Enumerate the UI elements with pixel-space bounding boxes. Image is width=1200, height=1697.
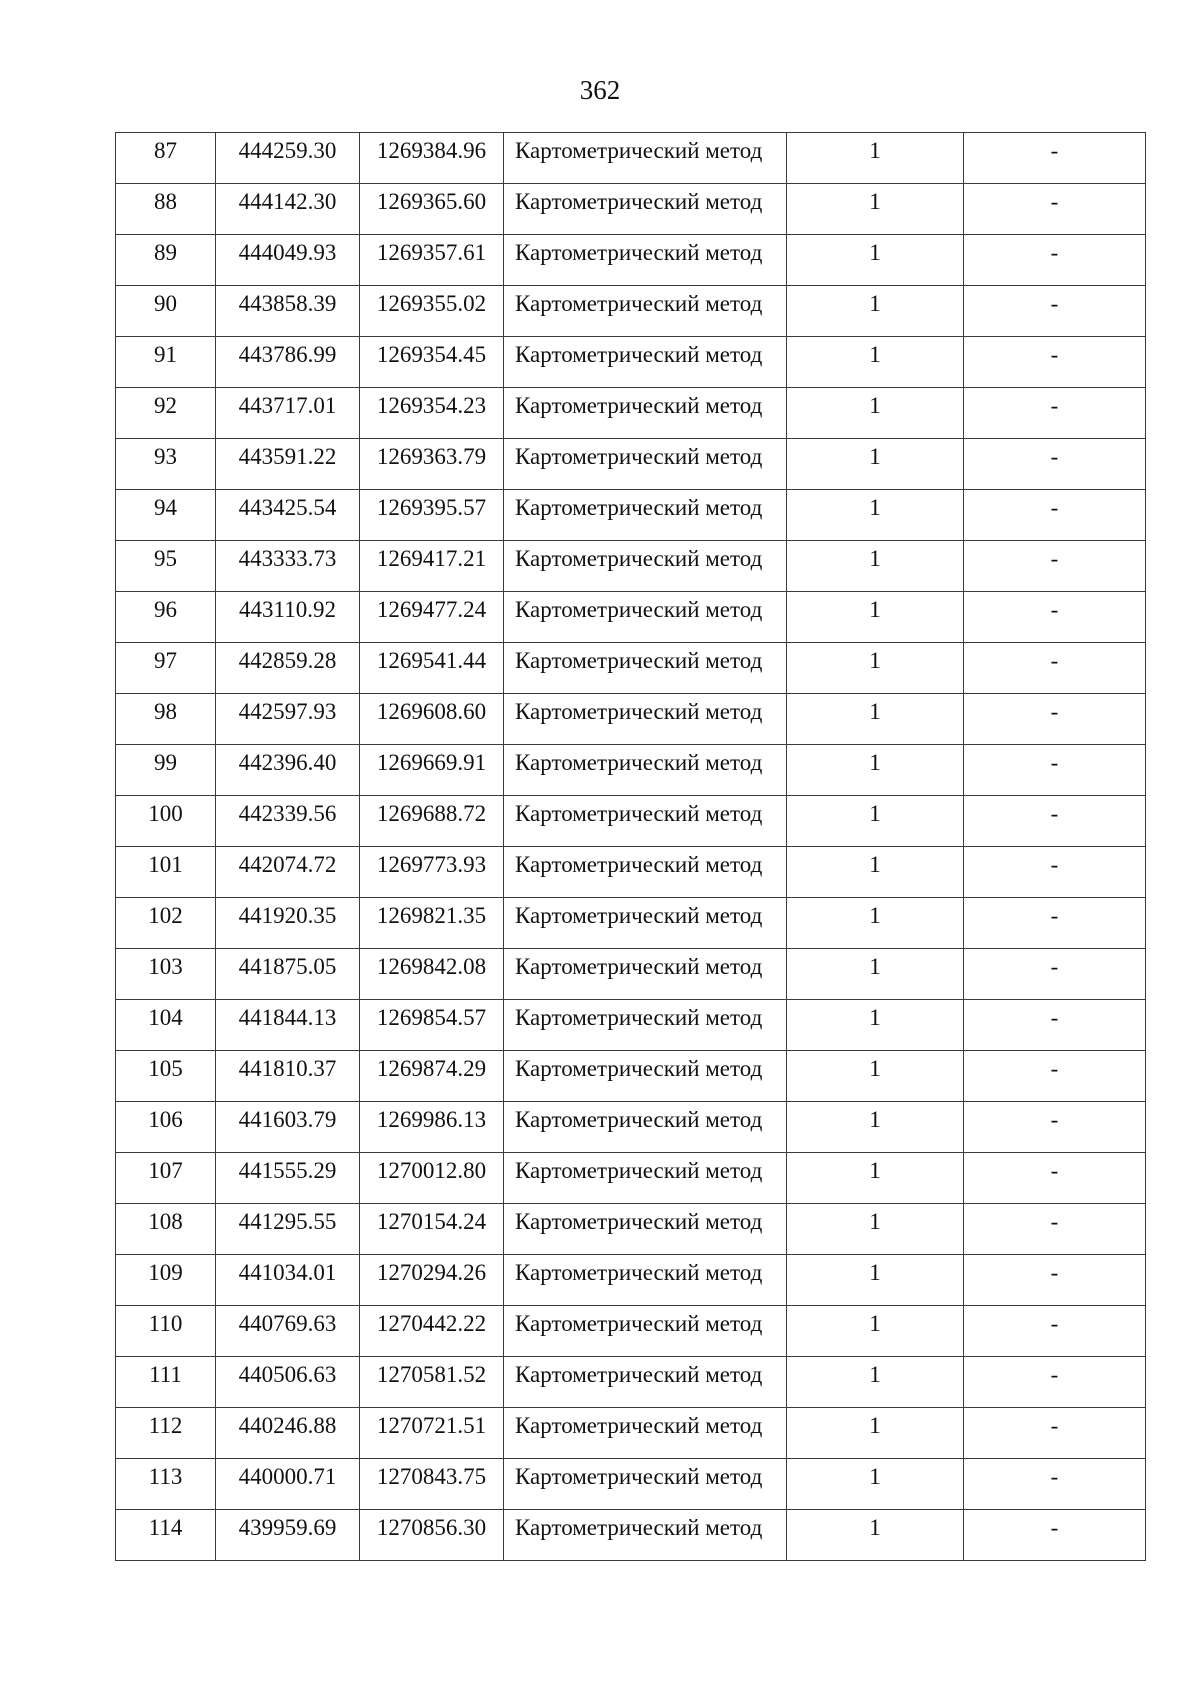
table-row — [116, 337, 1146, 388]
table-row — [116, 1102, 1146, 1153]
table-row — [116, 388, 1146, 439]
y-coordinate-cell: 1269395.57 — [360, 490, 504, 541]
note-cell: - — [964, 694, 1146, 745]
y-coordinate-cell: 1269874.29 — [360, 1051, 504, 1102]
table-row — [116, 898, 1146, 949]
note-cell: - — [964, 490, 1146, 541]
x-coordinate-cell: 442859.28 — [216, 643, 360, 694]
y-coordinate-cell: 1269688.72 — [360, 796, 504, 847]
x-coordinate-cell: 441295.55 — [216, 1204, 360, 1255]
y-coordinate-cell: 1269365.60 — [360, 184, 504, 235]
table-row — [116, 745, 1146, 796]
table-row — [116, 490, 1146, 541]
accuracy-cell: 1 — [787, 541, 964, 592]
note-cell: - — [964, 235, 1146, 286]
table-row — [116, 949, 1146, 1000]
x-coordinate-cell: 442339.56 — [216, 796, 360, 847]
point-number-cell: 109 — [116, 1255, 216, 1306]
point-number-cell: 89 — [116, 235, 216, 286]
table-row — [116, 1153, 1146, 1204]
note-cell: - — [964, 388, 1146, 439]
x-coordinate-cell: 442396.40 — [216, 745, 360, 796]
table-row — [116, 847, 1146, 898]
accuracy-cell: 1 — [787, 388, 964, 439]
x-coordinate-cell: 439959.69 — [216, 1510, 360, 1561]
x-coordinate-cell: 443425.54 — [216, 490, 360, 541]
method-cell: Картометрический метод — [504, 1153, 787, 1204]
note-cell: - — [964, 1357, 1146, 1408]
accuracy-cell: 1 — [787, 1051, 964, 1102]
point-number-cell: 100 — [116, 796, 216, 847]
accuracy-cell: 1 — [787, 1000, 964, 1051]
point-number-cell: 98 — [116, 694, 216, 745]
note-cell: - — [964, 1255, 1146, 1306]
table-row — [116, 1204, 1146, 1255]
x-coordinate-cell: 442074.72 — [216, 847, 360, 898]
table-row — [116, 1000, 1146, 1051]
x-coordinate-cell: 443591.22 — [216, 439, 360, 490]
y-coordinate-cell: 1270294.26 — [360, 1255, 504, 1306]
accuracy-cell: 1 — [787, 949, 964, 1000]
table-row — [116, 592, 1146, 643]
x-coordinate-cell: 441920.35 — [216, 898, 360, 949]
y-coordinate-cell: 1270856.30 — [360, 1510, 504, 1561]
note-cell: - — [964, 439, 1146, 490]
method-cell: Картометрический метод — [504, 796, 787, 847]
method-cell: Картометрический метод — [504, 643, 787, 694]
note-cell: - — [964, 1000, 1146, 1051]
method-cell: Картометрический метод — [504, 1510, 787, 1561]
note-cell: - — [964, 1306, 1146, 1357]
method-cell: Картометрический метод — [504, 235, 787, 286]
note-cell: - — [964, 1102, 1146, 1153]
x-coordinate-cell: 442597.93 — [216, 694, 360, 745]
point-number-cell: 110 — [116, 1306, 216, 1357]
method-cell: Картометрический метод — [504, 1306, 787, 1357]
method-cell: Картометрический метод — [504, 1000, 787, 1051]
y-coordinate-cell: 1269821.35 — [360, 898, 504, 949]
point-number-cell: 91 — [116, 337, 216, 388]
y-coordinate-cell: 1270442.22 — [360, 1306, 504, 1357]
y-coordinate-cell: 1269354.23 — [360, 388, 504, 439]
method-cell: Картометрический метод — [504, 1357, 787, 1408]
y-coordinate-cell: 1269986.13 — [360, 1102, 504, 1153]
y-coordinate-cell: 1270843.75 — [360, 1459, 504, 1510]
method-cell: Картометрический метод — [504, 337, 787, 388]
x-coordinate-cell: 441034.01 — [216, 1255, 360, 1306]
note-cell: - — [964, 898, 1146, 949]
note-cell: - — [964, 592, 1146, 643]
x-coordinate-cell: 441844.13 — [216, 1000, 360, 1051]
accuracy-cell: 1 — [787, 1357, 964, 1408]
x-coordinate-cell: 441810.37 — [216, 1051, 360, 1102]
accuracy-cell: 1 — [787, 1408, 964, 1459]
note-cell: - — [964, 1153, 1146, 1204]
coordinates-table-body — [116, 133, 1146, 1561]
accuracy-cell: 1 — [787, 286, 964, 337]
note-cell: - — [964, 847, 1146, 898]
note-cell: - — [964, 643, 1146, 694]
x-coordinate-cell: 443858.39 — [216, 286, 360, 337]
point-number-cell: 97 — [116, 643, 216, 694]
accuracy-cell: 1 — [787, 847, 964, 898]
accuracy-cell: 1 — [787, 235, 964, 286]
point-number-cell: 101 — [116, 847, 216, 898]
x-coordinate-cell: 440506.63 — [216, 1357, 360, 1408]
point-number-cell: 96 — [116, 592, 216, 643]
y-coordinate-cell: 1270154.24 — [360, 1204, 504, 1255]
point-number-cell: 95 — [116, 541, 216, 592]
note-cell: - — [964, 286, 1146, 337]
x-coordinate-cell: 443110.92 — [216, 592, 360, 643]
table-row — [116, 1459, 1146, 1510]
accuracy-cell: 1 — [787, 1204, 964, 1255]
table-row — [116, 1051, 1146, 1102]
point-number-cell: 104 — [116, 1000, 216, 1051]
x-coordinate-cell: 444259.30 — [216, 133, 360, 184]
x-coordinate-cell: 443717.01 — [216, 388, 360, 439]
accuracy-cell: 1 — [787, 1510, 964, 1561]
method-cell: Картометрический метод — [504, 133, 787, 184]
table-row — [116, 133, 1146, 184]
note-cell: - — [964, 1408, 1146, 1459]
point-number-cell: 93 — [116, 439, 216, 490]
y-coordinate-cell: 1269357.61 — [360, 235, 504, 286]
y-coordinate-cell: 1270012.80 — [360, 1153, 504, 1204]
method-cell: Картометрический метод — [504, 1408, 787, 1459]
note-cell: - — [964, 796, 1146, 847]
method-cell: Картометрический метод — [504, 898, 787, 949]
point-number-cell: 108 — [116, 1204, 216, 1255]
y-coordinate-cell: 1269417.21 — [360, 541, 504, 592]
point-number-cell: 102 — [116, 898, 216, 949]
x-coordinate-cell: 444142.30 — [216, 184, 360, 235]
method-cell: Картометрический метод — [504, 1102, 787, 1153]
table-row — [116, 1255, 1146, 1306]
note-cell: - — [964, 745, 1146, 796]
method-cell: Картометрический метод — [504, 541, 787, 592]
point-number-cell: 94 — [116, 490, 216, 541]
note-cell: - — [964, 1204, 1146, 1255]
note-cell: - — [964, 949, 1146, 1000]
method-cell: Картометрический метод — [504, 1255, 787, 1306]
accuracy-cell: 1 — [787, 643, 964, 694]
method-cell: Картометрический метод — [504, 439, 787, 490]
y-coordinate-cell: 1270721.51 — [360, 1408, 504, 1459]
point-number-cell: 111 — [116, 1357, 216, 1408]
y-coordinate-cell: 1269842.08 — [360, 949, 504, 1000]
method-cell: Картометрический метод — [504, 286, 787, 337]
point-number-cell: 88 — [116, 184, 216, 235]
table-row — [116, 1357, 1146, 1408]
y-coordinate-cell: 1269854.57 — [360, 1000, 504, 1051]
accuracy-cell: 1 — [787, 1255, 964, 1306]
note-cell: - — [964, 1459, 1146, 1510]
accuracy-cell: 1 — [787, 1306, 964, 1357]
point-number-cell: 90 — [116, 286, 216, 337]
table-row — [116, 1408, 1146, 1459]
method-cell: Картометрический метод — [504, 1204, 787, 1255]
x-coordinate-cell: 440769.63 — [216, 1306, 360, 1357]
y-coordinate-cell: 1269363.79 — [360, 439, 504, 490]
method-cell: Картометрический метод — [504, 592, 787, 643]
accuracy-cell: 1 — [787, 1459, 964, 1510]
x-coordinate-cell: 441555.29 — [216, 1153, 360, 1204]
note-cell: - — [964, 1510, 1146, 1561]
note-cell: - — [964, 184, 1146, 235]
page-number: 362 — [579, 75, 621, 105]
y-coordinate-cell: 1269773.93 — [360, 847, 504, 898]
method-cell: Картометрический метод — [504, 949, 787, 1000]
table-row — [116, 1306, 1146, 1357]
x-coordinate-cell: 443786.99 — [216, 337, 360, 388]
y-coordinate-cell: 1269384.96 — [360, 133, 504, 184]
y-coordinate-cell: 1269669.91 — [360, 745, 504, 796]
method-cell: Картометрический метод — [504, 388, 787, 439]
x-coordinate-cell: 440000.71 — [216, 1459, 360, 1510]
table-row — [116, 541, 1146, 592]
y-coordinate-cell: 1269354.45 — [360, 337, 504, 388]
table-row — [116, 286, 1146, 337]
y-coordinate-cell: 1269541.44 — [360, 643, 504, 694]
accuracy-cell: 1 — [787, 490, 964, 541]
note-cell: - — [964, 133, 1146, 184]
accuracy-cell: 1 — [787, 133, 964, 184]
y-coordinate-cell: 1269355.02 — [360, 286, 504, 337]
point-number-cell: 103 — [116, 949, 216, 1000]
x-coordinate-cell: 443333.73 — [216, 541, 360, 592]
point-number-cell: 105 — [116, 1051, 216, 1102]
point-number-cell: 99 — [116, 745, 216, 796]
point-number-cell: 87 — [116, 133, 216, 184]
method-cell: Картометрический метод — [504, 1459, 787, 1510]
method-cell: Картометрический метод — [504, 490, 787, 541]
point-number-cell: 92 — [116, 388, 216, 439]
accuracy-cell: 1 — [787, 898, 964, 949]
x-coordinate-cell: 441875.05 — [216, 949, 360, 1000]
method-cell: Картометрический метод — [504, 847, 787, 898]
table-row — [116, 439, 1146, 490]
table-row — [116, 643, 1146, 694]
table-row — [116, 184, 1146, 235]
accuracy-cell: 1 — [787, 1153, 964, 1204]
point-number-cell: 114 — [116, 1510, 216, 1561]
table-row — [116, 235, 1146, 286]
method-cell: Картометрический метод — [504, 1051, 787, 1102]
point-number-cell: 106 — [116, 1102, 216, 1153]
x-coordinate-cell: 441603.79 — [216, 1102, 360, 1153]
coordinates-table — [115, 132, 1146, 1561]
method-cell: Картометрический метод — [504, 184, 787, 235]
note-cell: - — [964, 1051, 1146, 1102]
accuracy-cell: 1 — [787, 184, 964, 235]
point-number-cell: 112 — [116, 1408, 216, 1459]
accuracy-cell: 1 — [787, 796, 964, 847]
x-coordinate-cell: 444049.93 — [216, 235, 360, 286]
point-number-cell: 107 — [116, 1153, 216, 1204]
accuracy-cell: 1 — [787, 592, 964, 643]
y-coordinate-cell: 1270581.52 — [360, 1357, 504, 1408]
accuracy-cell: 1 — [787, 745, 964, 796]
method-cell: Картометрический метод — [504, 745, 787, 796]
accuracy-cell: 1 — [787, 337, 964, 388]
y-coordinate-cell: 1269608.60 — [360, 694, 504, 745]
method-cell: Картометрический метод — [504, 694, 787, 745]
table-row — [116, 796, 1146, 847]
y-coordinate-cell: 1269477.24 — [360, 592, 504, 643]
table-row — [116, 694, 1146, 745]
accuracy-cell: 1 — [787, 1102, 964, 1153]
x-coordinate-cell: 440246.88 — [216, 1408, 360, 1459]
point-number-cell: 113 — [116, 1459, 216, 1510]
table-row — [116, 1510, 1146, 1561]
accuracy-cell: 1 — [787, 439, 964, 490]
accuracy-cell: 1 — [787, 694, 964, 745]
note-cell: - — [964, 337, 1146, 388]
note-cell: - — [964, 541, 1146, 592]
